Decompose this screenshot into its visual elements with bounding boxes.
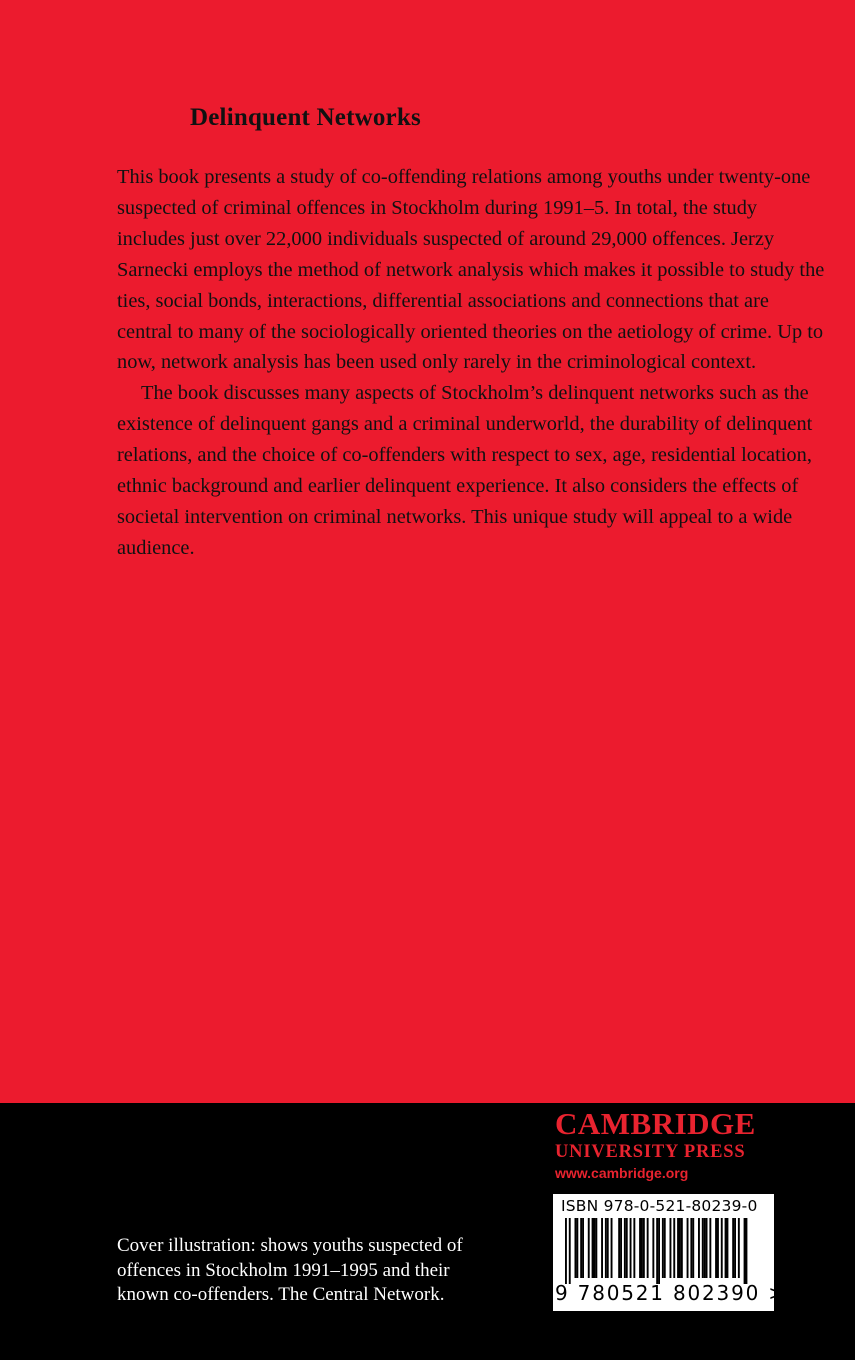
barcode-bar [594, 1218, 596, 1278]
barcode-bar [744, 1218, 746, 1284]
isbn-label: ISBN 978-0-521-80239-0 [561, 1197, 758, 1215]
barcode-bar [580, 1218, 582, 1278]
barcode-bar [717, 1218, 719, 1278]
barcode-bar [715, 1218, 717, 1278]
blurb-paragraph-1: This book presents a study of co-offending relations among youths under twenty-one suspected of criminal offences in Stockholm during 1991–5. In total, the study includes just over 22,000 individuals suspected of around 29,000 offences. Jerzy Sarnecki employs the method of network analysis which makes it possible to study the ties, social bonds, interactions, differential associations and connections that are central to many of the sociologically oriented theories on the aetiology of crime. Up to now, network analysis has been used only rarely in the criminological context. [117, 166, 825, 374]
barcode-bar [605, 1218, 607, 1278]
barcode-bar [652, 1218, 654, 1278]
barcode-bar [664, 1218, 666, 1278]
barcode-bar [677, 1218, 679, 1278]
barcode-bar [725, 1218, 727, 1278]
barcode-bar [721, 1218, 723, 1278]
barcode-bar [592, 1218, 594, 1278]
cover-illustration-caption: Cover illustration: shows youths suspected of offences in Stockholm 1991–1995 and their known co-offenders. The Central Network. [117, 1235, 463, 1305]
barcode-bar [679, 1218, 681, 1278]
barcode-bar [734, 1218, 736, 1278]
barcode-bar [639, 1218, 641, 1278]
barcode-bar [565, 1218, 567, 1284]
blurb-paragraph-2: The book discusses many aspects of Stockholm’s delinquent networks such as the existence of delinquent gangs and a criminal underworld, the durability of delinquent relations, and the choice of co-offenders with respect to sex, age, residential location, ethnic background and earlier delinquent experience. It also considers the effects of societal intervention on criminal networks. This unique study will appeal to a wide audience. [117, 382, 813, 559]
barcode-bar [670, 1218, 672, 1278]
barcode-bar [727, 1218, 729, 1278]
book-title: Delinquent Networks [190, 104, 421, 131]
barcode-bar [624, 1218, 626, 1278]
barcode-bar [662, 1218, 664, 1278]
publisher-subtitle: UNIVERSITY PRESS [555, 1142, 746, 1162]
barcode-bar [620, 1218, 622, 1278]
barcode-bar [630, 1218, 632, 1278]
barcode-bar [692, 1218, 694, 1278]
barcode-bar [709, 1218, 711, 1278]
barcode-bar [626, 1218, 628, 1278]
barcode-bar [698, 1218, 700, 1278]
book-blurb [117, 162, 827, 564]
barcode-bar [647, 1218, 649, 1278]
barcode-bar [738, 1218, 740, 1278]
barcode-bar [601, 1218, 603, 1278]
barcode-bar [690, 1218, 692, 1278]
barcode-bar [595, 1218, 597, 1278]
barcode-bar [576, 1218, 578, 1278]
publisher-url: www.cambridge.org [555, 1165, 689, 1181]
barcode-bar [732, 1218, 734, 1278]
barcode-bar [673, 1218, 675, 1278]
barcode-bar [687, 1218, 689, 1278]
barcode-bar [618, 1218, 620, 1278]
barcode-number: 9 780521 802390 > [555, 1281, 787, 1305]
barcode-bar [607, 1218, 609, 1278]
barcode-bar [704, 1218, 706, 1278]
barcode-bar [656, 1218, 658, 1284]
barcode-bar [681, 1218, 683, 1278]
barcode-bar [746, 1218, 748, 1284]
barcode-bar [702, 1218, 704, 1278]
barcode-bar [706, 1218, 708, 1278]
barcode-bar [582, 1218, 584, 1278]
barcode-bar [658, 1218, 660, 1284]
barcode-bar [575, 1218, 577, 1278]
barcode-bar [641, 1218, 643, 1278]
barcode-bar [643, 1218, 645, 1278]
barcode-bars [565, 1218, 755, 1284]
barcode-bar [611, 1218, 613, 1278]
isbn-barcode [553, 1194, 787, 1311]
publisher-name: CAMBRIDGE [555, 1106, 756, 1141]
barcode-bar [569, 1218, 571, 1284]
publisher-logo [555, 1107, 795, 1183]
barcode-bar [633, 1218, 635, 1278]
barcode-bar [588, 1218, 590, 1278]
